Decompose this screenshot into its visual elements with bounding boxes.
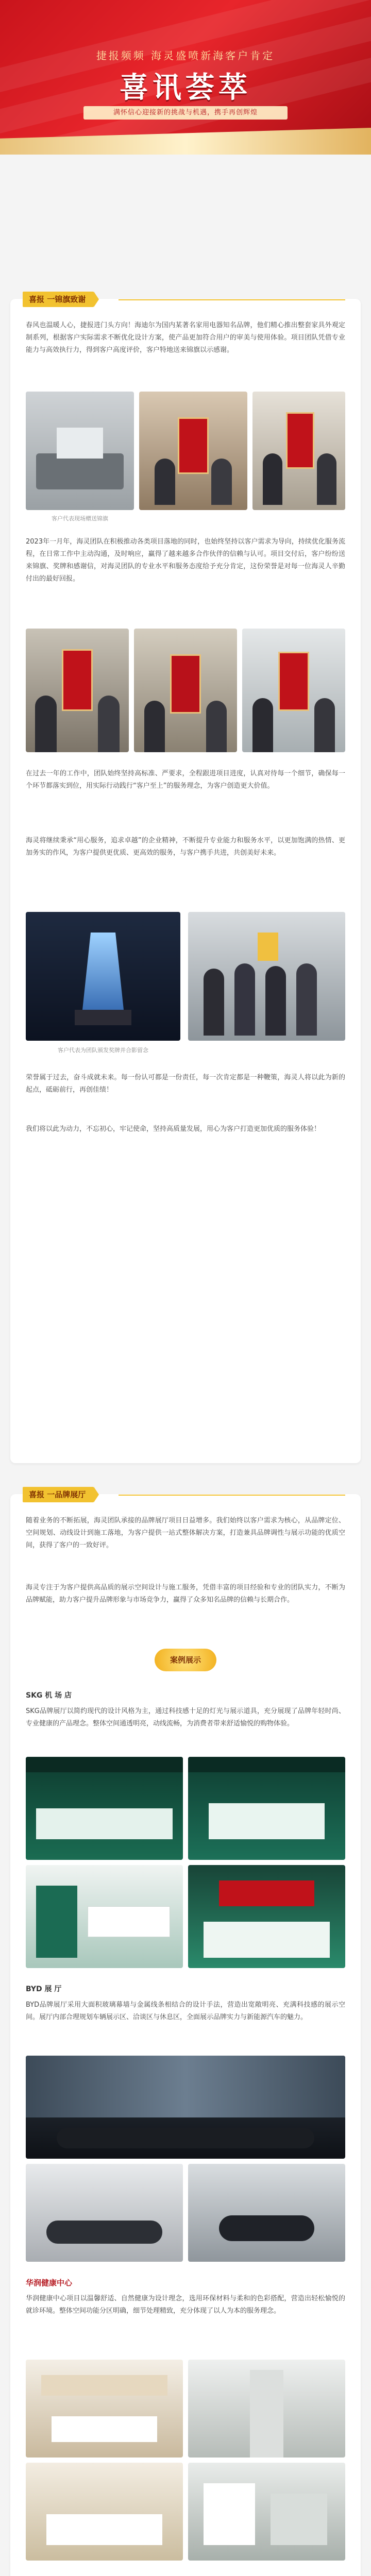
paragraph: 我们将以此为动力，不忘初心，牢记使命，坚持高质量发展，用心为客户打造更加优质的服务体验！ — [26, 1125, 321, 1133]
paragraph: 华润健康中心项目以温馨舒适、自然健康为设计理念，选用环保材料与柔和的色彩搭配，营造出轻松愉悦的就诊环境。整体空间功能分区明确，细节处理精致，充分体现了以人为本的服务理念。 — [26, 2295, 345, 2315]
section-divider — [119, 1495, 345, 1496]
photo-crh-room-2 — [188, 2463, 345, 2561]
section-divider — [119, 299, 345, 300]
paragraph: 随着业务的不断拓展，海灵团队承接的品牌展厅项目日益增多。我们始终以客户需求为核心，从品牌定位、空间规划、动线设计到施工落地，为客户提供一站式整体解决方案，打造兼具品牌调性与展示功能的优质空间，获得了客户的一致好评。 — [26, 1517, 345, 1549]
section-card-pennant — [10, 295, 361, 1463]
photo-pennant-2 — [252, 392, 345, 510]
paragraph: 荣誉属于过去，奋斗成就未来。每一份认可都是一份责任，每一次肯定都是一种鞭策，海灵人将以此为新的起点，砥砺前行，再创佳绩！ — [26, 1074, 345, 1094]
paragraph: 海灵专注于为客户提供高品质的展示空间设计与施工服务，凭借丰富的项目经验和专业的团队实力，不断为品牌赋能，助力客户提升品牌形象与市场竞争力，赢得了众多知名品牌的信赖与长期合作。 — [26, 1584, 345, 1604]
photo-skg-store-4 — [188, 1865, 345, 1968]
photo-pennant-5 — [242, 629, 345, 752]
photo-crh-room-1 — [26, 2463, 183, 2561]
paragraph: 海灵将继续秉承“用心服务，追求卓越”的企业精神，不断提升专业能力和服务水平，以更加饱满的热情、更加务实的作风，为客户提供更优质、更高效的服务，与客户携手共进，共创美好未来。 — [26, 837, 345, 857]
photo-caption: 客户代表现场赠送锦旗 — [52, 515, 108, 522]
paragraph: BYD品牌展厅采用大面积玻璃幕墙与金属线条相结合的设计手法，营造出宽敞明亮、充满科技感的展示空间。展厅内部合理规划车辆展示区、洽谈区与休息区，全面展示品牌实力与新能源汽车的魅力。 — [26, 2001, 345, 2021]
photo-crh-corridor — [188, 2360, 345, 2458]
header-banner — [0, 0, 371, 155]
banner-tagline: 捷报频频 海灵盛喷新海客户肯定 — [96, 49, 275, 62]
photo-award-trophy — [26, 912, 180, 1041]
case-title-skg: SKG 机 场 店 — [26, 1691, 72, 1700]
section-tag: 喜报 一品牌展厅 — [23, 1487, 94, 1502]
case-title-crh: 华润健康中心 — [26, 2278, 73, 2287]
photo-skg-store-1 — [26, 1757, 183, 1860]
case-title-byd: BYD 展 厅 — [26, 1985, 62, 1993]
banner-subtitle: 满怀信心迎接新的挑战与机遇，携手再创辉煌 — [83, 106, 288, 120]
photo-pennant-1 — [139, 392, 247, 510]
banner-ribbon — [0, 128, 371, 155]
photo-crh-lobby — [26, 2360, 183, 2458]
photo-showroom-exterior — [26, 392, 134, 510]
photo-pennant-4 — [134, 629, 237, 752]
paragraph: 2023年一月年，海灵团队在积极推动各类项目落地的同时，也始终坚持以客户需求为导向，持续优化服务流程，在日常工作中主动沟通，及时响应，赢得了越来越多合作伙伴的信赖与认可。项目交付后，客户纷纷送来锦旗、奖牌和感谢信，对海灵团队的专业水平和服务态度给予充分肯定，这份荣誉是对每一位海灵人辛勤付出的最好回报。 — [26, 538, 345, 583]
section-card-showroom — [10, 1490, 361, 2576]
banner-title: 喜讯荟萃 — [120, 71, 251, 105]
photo-byd-interior-1 — [26, 2164, 183, 2262]
paragraph: SKG品牌展厅以简约现代的设计风格为主，通过科技感十足的灯光与展示道具，充分展现了品牌年轻时尚、专业健康的产品理念。整体空间通透明亮，动线流畅，为消费者带来舒适愉悦的购物体验。 — [26, 1707, 345, 1727]
photo-byd-exterior — [26, 2056, 345, 2159]
section-tag: 喜报 一锦旗致谢 — [23, 292, 94, 307]
photo-caption: 客户代表为团队颁发奖牌并合影留念 — [58, 1047, 148, 1054]
photo-pennant-3 — [26, 629, 129, 752]
paragraph: 在过去一年的工作中，团队始终坚持高标准、严要求，全程跟进项目进度，认真对待每一个细节，确保每一个环节都落实到位，用实际行动践行“客户至上”的服务理念，为客户创造更大价值。 — [26, 770, 345, 790]
photo-skg-store-3 — [26, 1865, 183, 1968]
paragraph: 春风也温暖人心，捷报进门头方向！海迪尔为国内某著名家用电器知名品牌，他们精心推出整套家具外观定制系列，根据客户实际需求不断优化设计方案，使产品更加符合用户的审美与使用体验。项目团队凭借专业能力与高效执行力，得到客户高度评价，客户特地送来锦旗以示感谢。 — [26, 321, 345, 354]
photo-award-group — [188, 912, 345, 1041]
case-showcase-badge: 案例展示 — [155, 1649, 216, 1671]
photo-byd-interior-2 — [188, 2164, 345, 2262]
photo-skg-store-2 — [188, 1757, 345, 1860]
